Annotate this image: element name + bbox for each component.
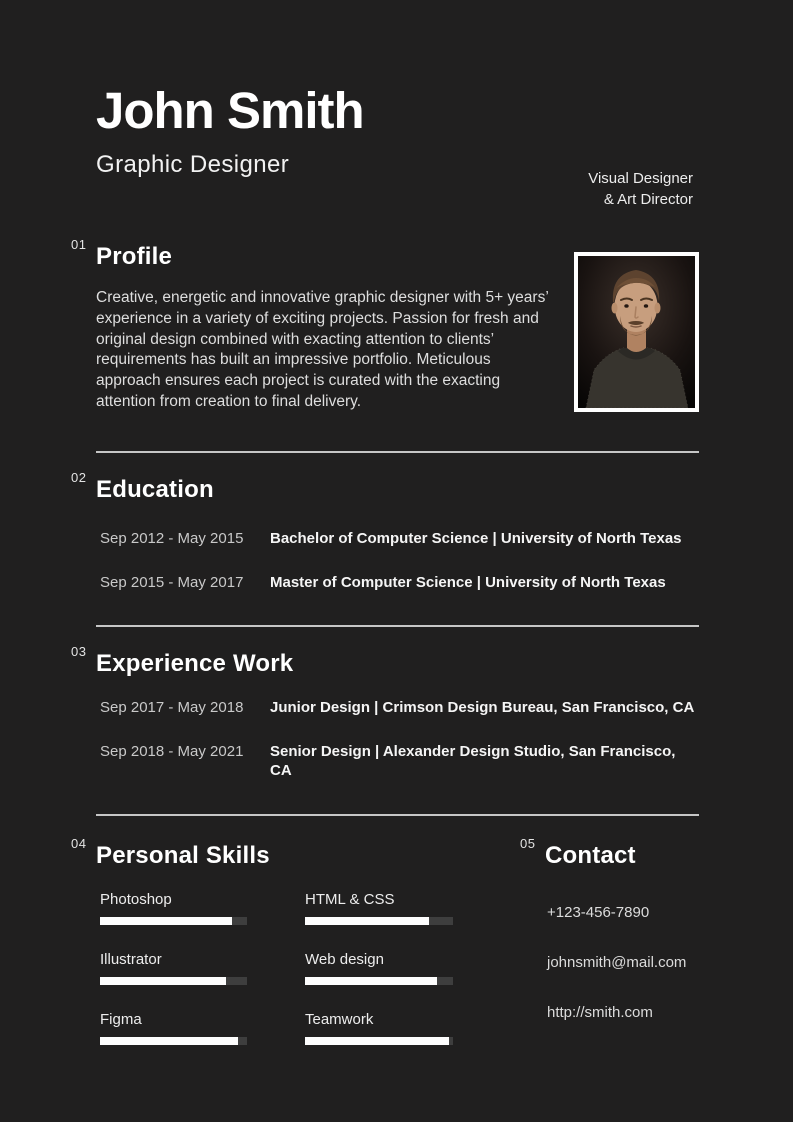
skill-item (305, 891, 453, 925)
skill-bar-fill (305, 977, 437, 985)
tagline-line2: & Art Director (603, 191, 693, 208)
section-title: Personal Skills (96, 841, 270, 869)
entry-detail: Bachelor of Computer Science | University of North Texas (270, 529, 682, 547)
skill-bar-fill (100, 977, 226, 985)
section-education (71, 469, 699, 592)
skill-label: HTML & CSS (305, 890, 395, 908)
section-experience (71, 643, 699, 780)
entry-detail: Senior Design | Alexander Design Studio, San Francisco, CA (270, 742, 676, 779)
skill-bar (305, 917, 453, 925)
skill-label: Photoshop (100, 890, 172, 908)
education-entry (96, 573, 699, 592)
person-name: John Smith (96, 82, 364, 139)
skill-item (100, 891, 247, 925)
skill-bar-fill (305, 1037, 449, 1045)
contact-heading (520, 835, 686, 870)
entry-dates: Sep 2017 - May 2018 (100, 698, 244, 716)
experience-heading (71, 643, 699, 678)
section-number: 02 (71, 469, 87, 485)
skill-bar-fill (100, 917, 232, 925)
skill-label: Teamwork (305, 1010, 374, 1028)
skill-item (305, 1011, 453, 1045)
divider (96, 451, 699, 453)
entry-detail: Junior Design | Crimson Design Bureau, San Francisco, CA (270, 698, 695, 716)
header (96, 0, 699, 208)
bottom-columns (71, 835, 699, 1054)
skills-heading (71, 835, 456, 870)
skill-bar (100, 917, 247, 925)
skill-label: Illustrator (100, 950, 162, 968)
contact-website: http://smith.com (547, 1003, 653, 1021)
skill-bar (100, 1037, 247, 1045)
skill-bar-fill (305, 917, 429, 925)
skill-label: Figma (100, 1010, 142, 1028)
skill-bar (305, 977, 453, 985)
section-number: 05 (520, 835, 536, 851)
divider (96, 814, 699, 816)
skill-bar (100, 977, 247, 985)
section-title: Education (96, 475, 214, 503)
skill-bar (305, 1037, 453, 1045)
section-profile (71, 237, 699, 413)
skill-label: Web design (305, 950, 384, 968)
entry-dates: Sep 2018 - May 2021 (100, 742, 244, 760)
section-contact (520, 835, 687, 1054)
education-entry (96, 529, 699, 548)
education-heading (71, 469, 699, 504)
tagline (588, 168, 693, 210)
entry-detail: Master of Computer Science | University of North Texas (270, 573, 666, 591)
section-title: Profile (96, 243, 173, 270)
entry-dates: Sep 2012 - May 2015 (100, 529, 244, 547)
experience-entry (96, 742, 699, 780)
skill-item (305, 951, 453, 985)
tagline-line1: Visual Designer (588, 170, 693, 187)
profile-photo (574, 252, 699, 412)
profile-text: Creative, energetic and innovative graphic designer with 5+ years’ experience in a variety of exciting projects. Passion for fresh and original design combined with exacting attention to clients’ requirements has built an impressive portfolio. Meticulous approach ensures each project is curated with the exacting attention from creation to final delivery. (96, 289, 549, 410)
skill-item (100, 1011, 247, 1045)
contact-list (545, 904, 686, 1022)
job-title: Graphic Designer (96, 151, 290, 178)
section-title: Contact (545, 841, 636, 869)
skill-item (100, 951, 247, 985)
section-number: 01 (71, 237, 87, 252)
section-number: 04 (71, 835, 87, 851)
section-title: Experience Work (96, 649, 294, 677)
section-number: 03 (71, 643, 87, 659)
experience-entry (96, 698, 699, 717)
skill-bar-fill (100, 1037, 238, 1045)
contact-email: johnsmith@mail.com (547, 953, 687, 971)
entry-dates: Sep 2015 - May 2017 (100, 573, 244, 591)
section-skills (71, 835, 456, 1054)
portrait-illustration (578, 256, 695, 408)
skills-grid (96, 891, 456, 1045)
contact-phone: +123-456-7890 (547, 903, 650, 921)
divider (96, 625, 699, 627)
